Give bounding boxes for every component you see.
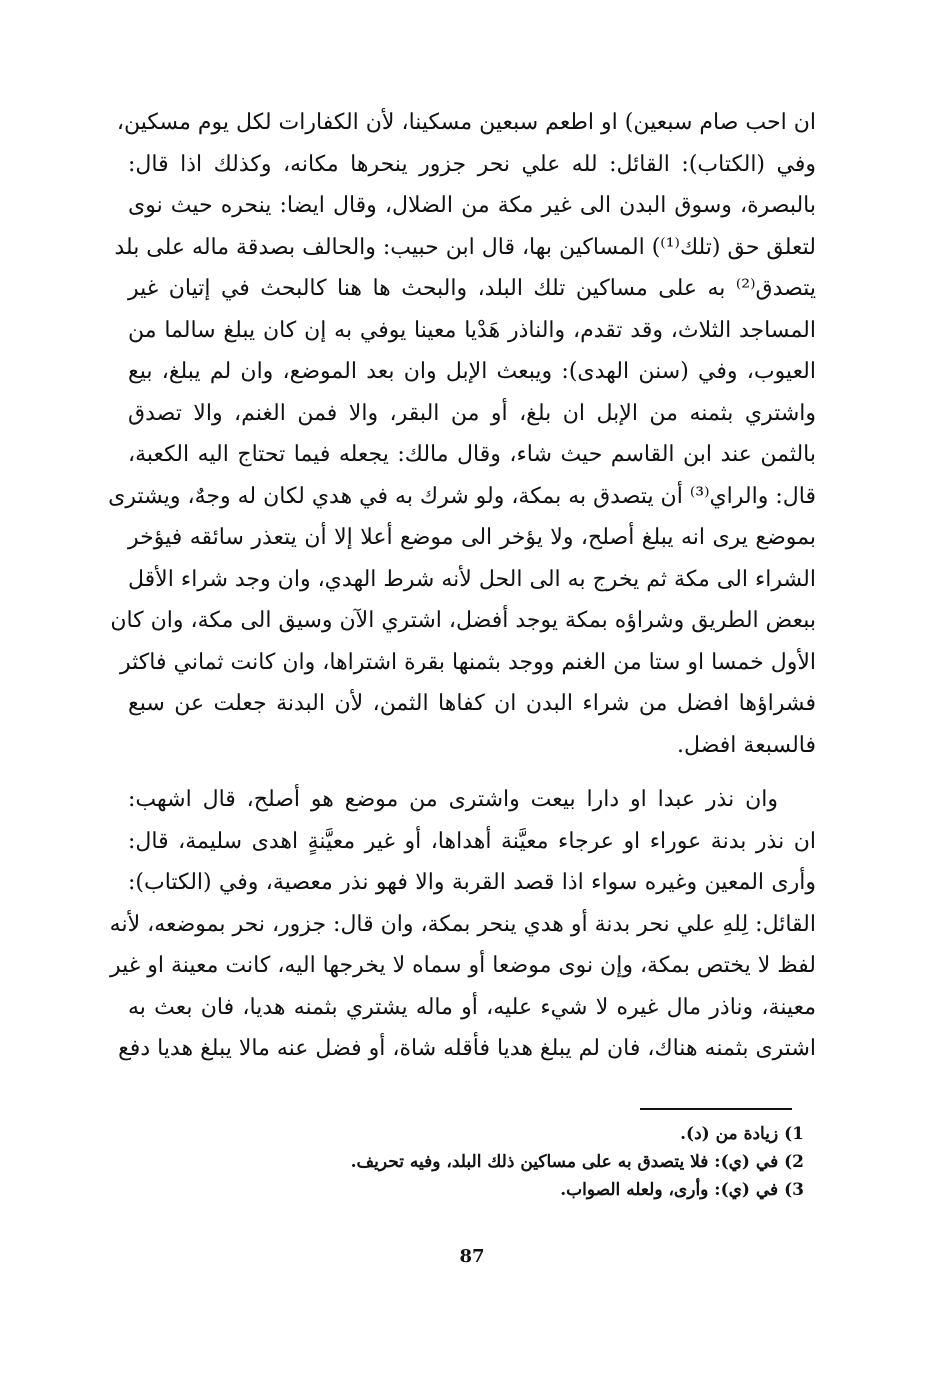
text-line: بموضع يرى انه يبلغ أصلح، ولا يؤخر الى موضع أعلا إلا أن يتعذر سائقه فيؤخر (128, 525, 816, 550)
footnote-divider (640, 1108, 792, 1110)
text-line: لتعلق حق (تلك⁽¹⁾) المساكين بها، قال ابن حبيب: والحالف بصدقة ماله على بلد (114, 234, 816, 260)
text-line: ان نذر بدنة عوراء او عرجاء معيَّنة أهداها، أو غير معيَّنةٍ اهدى سليمة، قال: (128, 828, 816, 854)
paragraph-1 (108, 102, 816, 766)
paragraph-gap (128, 766, 816, 779)
text-line: ببعض الطريق وشراؤه بمكة يوجد أفضل، اشتري الآن وسيق الى مكة، وان كان (110, 608, 816, 633)
footnotes (350, 1120, 804, 1204)
text-line: فالسبعة افضل. (677, 732, 816, 758)
text-line: القائل: لِلهِ علي نحر بدنة أو هدي ينحر بمكة، وان قال: جزور، نحر بموضعه، لأنه (109, 911, 816, 937)
text-line: معينة، وناذر مال غيره لا شيء عليه، أو ماله يشتري بثمنه هديا، فان بعث به (128, 994, 816, 1020)
text-line: فشراؤها افضل من شراء البدن ان كفاها الثمن، لأن البدنة جعلت عن سبع (128, 691, 816, 716)
text-line: ان احب صام سبعين) او اطعم سبعين مسكينا، لأن الكفارات لكل يوم مسكين، (116, 110, 816, 135)
text-line: بالبصرة، وسوق البدن الى غير مكة من الضلال، وقال ايضا: ينحره حيث نوى (128, 193, 816, 218)
text-line: الشراء الى مكة ثم يخرج به الى الحل لأنه شرط الهدي، وان وجد شراء الأقل (128, 566, 816, 592)
text-line: لفظ لا يختص بمكة، وإن نوى موضعا أو سماه لا يخرجها اليه، كانت معينة او غير (109, 953, 816, 978)
paragraph-2 (109, 779, 816, 1070)
text-line: وأرى المعين وغيره سواء اذا قصد القربة والا فهو نذر معصية، وفي (الكتاب): (128, 870, 816, 895)
text-line: واشتري بثمنه من الإبل ان بلغ، أو من البقر، والا فمن الغنم، والا تصدق (128, 400, 816, 426)
text-line: اشترى بثمنه هناك، فان لم يبلغ هديا فأقله شاة، أو فضل عنه مالا يبلغ هديا دفع (118, 1036, 816, 1061)
footnote-2: 2) في (ي): فلا يتصدق به على مساكين ذلك البلد، وفيه تحريف. (350, 1152, 804, 1172)
footnote-3: 3) في (ي): وأرى، ولعله الصواب. (560, 1180, 804, 1200)
text-line: المساجد الثلاث، وقد تقدم، والناذر هَدْيا معينا يوفي به إن كان يبلغ سالما من (128, 317, 816, 343)
text-line: العيوب، وفي (سنن الهدى): ويبعث الإبل وان بعد الموضع، وان لم يبلغ، بيع (128, 359, 816, 384)
page-number: 87 (459, 1246, 485, 1267)
text-line: قال: والراي⁽³⁾ أن يتصدق به بمكة، ولو شرك به في هدي لكان له وجهٌ، ويشترى (108, 483, 816, 509)
text-line: الأول خمسا او ستا من الغنم ووجد بثمنها بقرة اشتراها، وان كانت ثماني فاكثر (120, 649, 816, 675)
footnote-1: 1) زيادة من (د). (680, 1124, 804, 1144)
text-line: وان نذر عبدا او دارا بيعت واشترى من موضع هو أصلح، قال اشهب: (128, 787, 778, 812)
text-line: بالثمن عند ابن القاسم حيث شاء، وقال مالك: يجعله فيما تحتاج اليه الكعبة، (128, 442, 816, 467)
text-line: يتصدق⁽²⁾ به على مساكين تلك البلد، والبحث ها هنا كالبحث في إتيان غير (128, 276, 816, 301)
text-line: وفي (الكتاب): القائل: لله علي نحر جزور ينحرها مكانه، وكذلك اذا قال: (128, 151, 816, 177)
document-body (108, 102, 816, 1070)
